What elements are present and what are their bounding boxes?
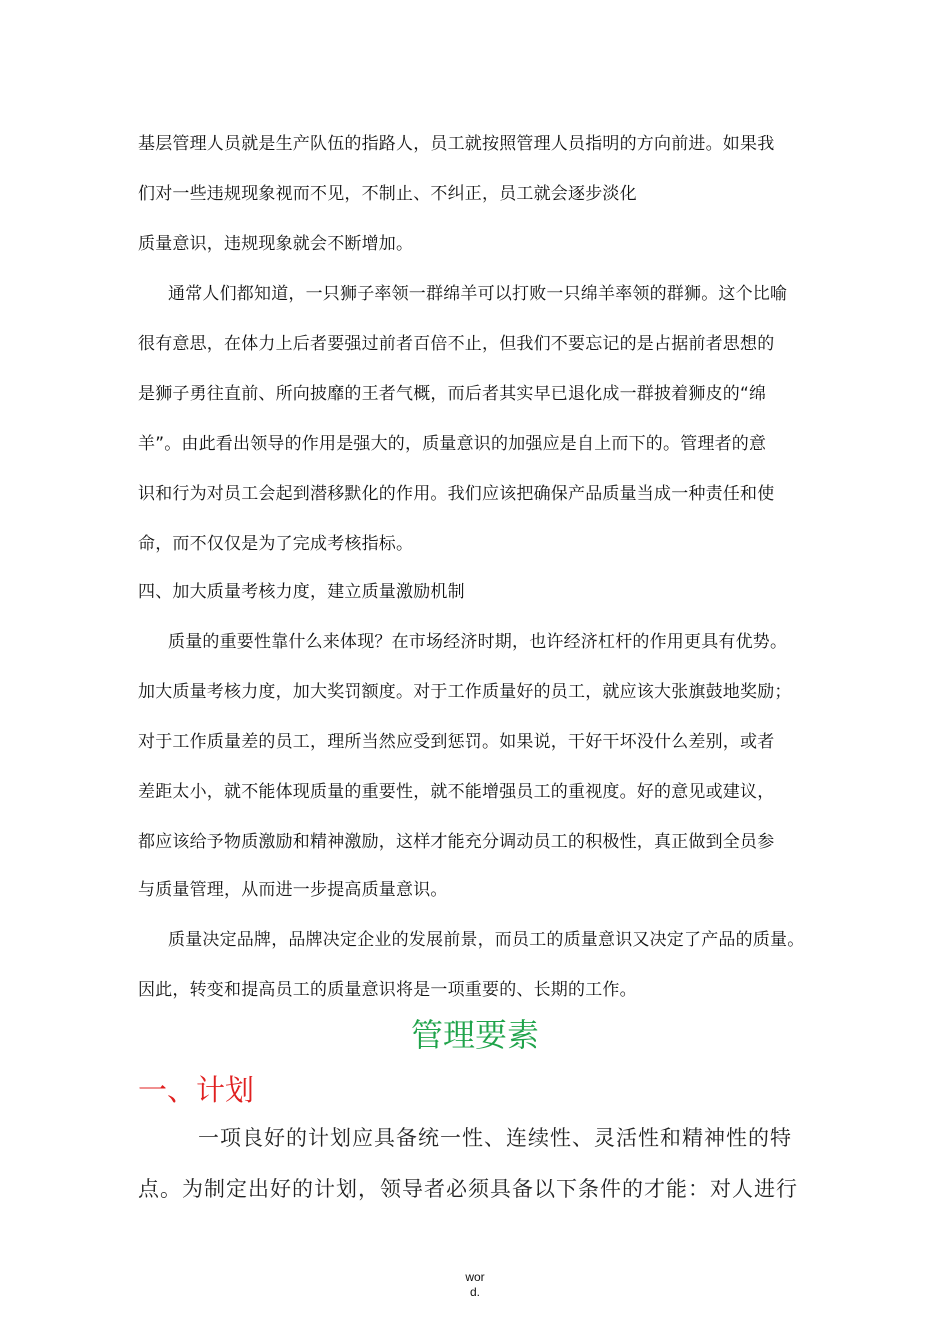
- paragraph-line: 羊”。由此看出领导的作用是强大的，质量意识的加强应是自上而下的。管理者的意: [138, 434, 767, 454]
- paragraph-line: 加大质量考核力度，加大奖罚额度。对于工作质量好的员工，就应该大张旗鼓地奖励；: [138, 682, 792, 702]
- paragraph-line: 质量决定品牌，品牌决定企业的发展前景，而员工的质量意识又决定了产品的质量。: [168, 930, 805, 950]
- footer-line: d.: [469, 1285, 480, 1299]
- paragraph-line: 质量的重要性靠什么来体现？在市场经济时期，也许经济杠杆的作用更具有优势。: [168, 632, 788, 652]
- paragraph-line: 基层管理人员就是生产队伍的指路人，员工就按照管理人员指明的方向前进。如果我: [138, 134, 775, 154]
- paragraph-line: 质量意识，违规现象就会不断增加。: [138, 234, 414, 254]
- paragraph-line: 通常人们都知道，一只狮子率领一群绵羊可以打败一只绵羊率领的群狮。这个比喻: [168, 284, 788, 304]
- footer-line: wor: [465, 1270, 485, 1284]
- paragraph-line: 们对一些违规现象视而不见，不制止、不纠正，员工就会逐步淡化: [138, 184, 637, 204]
- paragraph-line: 很有意思，在体力上后者要强过前者百倍不止，但我们不要忘记的是占据前者思想的: [138, 334, 775, 354]
- paragraph-line: 识和行为对员工会起到潜移默化的作用。我们应该把确保产品质量当成一种责任和使: [138, 484, 775, 504]
- paragraph-line: 是狮子勇往直前、所向披靡的王者气概，而后者其实早已退化成一群披着狮皮的“绵: [138, 384, 767, 404]
- paragraph-line: 对于工作质量差的员工，理所当然应受到惩罚。如果说，干好干坏没什么差别，或者: [138, 732, 775, 752]
- document-title: 管理要素: [410, 1016, 539, 1054]
- section-heading: 一、计划: [138, 1073, 255, 1107]
- paragraph-line: 差距太小，就不能体现质量的重要性，就不能增强员工的重视度。好的意见或建议，: [138, 782, 775, 802]
- paragraph-line: 与质量管理，从而进一步提高质量意识。: [138, 880, 448, 900]
- section-heading-four: 四、加大质量考核力度，建立质量激励机制: [138, 582, 465, 602]
- paragraph-line: 点。为制定出好的计划，领导者必须具备以下条件的才能：对人进行: [138, 1177, 798, 1201]
- page-footer: [0, 1270, 950, 1300]
- paragraph-line: 命，而不仅仅是为了完成考核指标。: [138, 534, 414, 554]
- paragraph-line: 因此，转变和提高员工的质量意识将是一项重要的、长期的工作。: [138, 980, 637, 1000]
- paragraph-line: 一项良好的计划应具备统一性、连续性、灵活性和精神性的特: [198, 1126, 792, 1150]
- paragraph-line: 都应该给予物质激励和精神激励，这样才能充分调动员工的积极性，真正做到全员参: [138, 832, 775, 852]
